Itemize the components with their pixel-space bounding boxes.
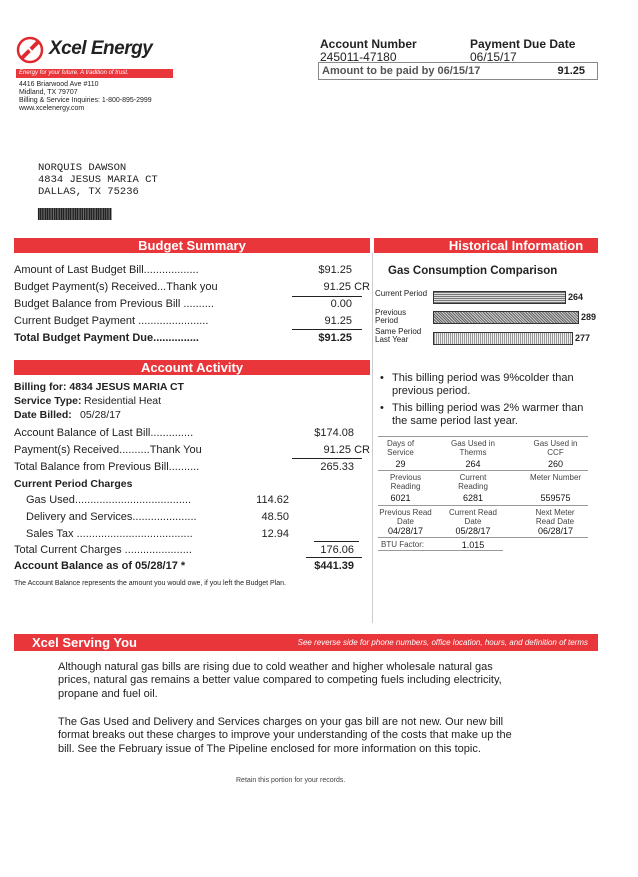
column-divider [372,253,373,623]
budget-row-value: 0.00 [330,298,352,310]
meter-value: 6281 [462,493,484,503]
serving-paragraph-1: Although natural gas bills are rising due to cold weather and higher wholesale natural gas prices, natural gas remains a better value compared to competing fuels including electricity, propane and fuel oil. [58,661,502,700]
postal-barcode: |||||||||||||||||||||||||||||||||||||||||| [37,205,111,221]
chart-bar [433,291,566,304]
meter-value: 264 [465,459,481,469]
historical-title: Historical Information [448,238,584,253]
xcel-logo-icon [16,36,44,64]
rule [378,505,588,506]
bullet-icon: • [380,372,384,384]
recipient-line: NORQUIS DAWSON [38,162,127,174]
consumption-chart [375,288,597,348]
charge-row-label: Delivery and Services..................... [26,511,197,523]
note-item [380,402,600,428]
bar-value: 264 [568,292,584,302]
bar-value: 277 [575,333,591,343]
activity-row-label: Payment(s) Received..........Thank You [14,444,202,456]
meter-value: 04/28/17 [387,526,424,536]
due-date-label: Payment Due Date [470,37,576,51]
meter-value: 29 [395,459,406,469]
activity-row-value: $174.08 [314,427,354,439]
balance-label: Account Balance as of 05/28/17 * [14,560,186,572]
meter-header: Gas Used in CCF [533,439,578,457]
account-activity [14,381,370,587]
service-type-value: Residential Heat [84,395,162,407]
budget-summary-band [14,238,370,253]
account-number-label: Account Number [320,37,417,51]
historical-band [374,238,598,253]
budget-total-label: Total Budget Payment Due............... [14,332,199,344]
meter-header: Meter Number [529,473,582,482]
account-activity-band [14,360,370,375]
meter-value: 06/28/17 [537,526,574,536]
logo [16,36,176,66]
activity-row-value: 265.33 [320,461,354,473]
rule [378,550,503,551]
account-number: 245011-47180 [320,50,397,64]
meter-header: Previous Reading [389,473,422,491]
meter-header: Previous Read Date [379,508,432,526]
date-billed-label: Date Billed: [14,409,72,421]
meter-header: Days of Service [386,439,415,457]
billing-for-text: Billing for: 4834 JESUS MARIA CT [14,381,184,393]
charge-row-label: Sales Tax ...................................... [26,528,193,540]
budget-row-value: $91.25 [318,264,352,276]
charge-row-value: 12.94 [261,528,289,540]
brand-name: Xcel Energy [49,38,153,59]
meter-header: Gas Used in Therms [450,439,496,457]
meter-header: Current Reading [458,473,488,491]
recipient-line: DALLAS, TX 75236 [38,186,139,198]
serving-band [14,634,598,651]
chart-bar [433,311,579,324]
chart-bar [433,332,573,345]
budget-summary-title: Budget Summary [138,238,246,253]
meter-value: 559575 [540,493,571,503]
amount-due-label: Amount to be paid by 06/15/17 [322,65,481,77]
serving-paragraph-2: The Gas Used and Delivery and Services charges on your gas bill are not new. Our new bill format breaks out these charges to improve your understanding of the costs that make up the bill. See the February issue of The Pipeline enclosed for more information on this topic. [58,716,512,755]
budget-row-label: Current Budget Payment ....................... [14,315,209,327]
charge-row-value: 114.62 [256,494,289,506]
bar-value: 289 [581,312,597,322]
date-billed-value: 05/28/17 [80,409,121,421]
balance-footnote: The Account Balance represents the amount you would owe, if you left the Budget Plan. [14,580,287,587]
budget-row-value: 91.25 CR [323,281,370,293]
charge-row-value: 48.50 [261,511,289,523]
total-charges-label: Total Current Charges ...................... [14,544,192,556]
budget-row-value: 91.25 [324,315,352,327]
account-activity-title: Account Activity [140,360,244,375]
budget-summary [14,264,370,344]
rule [378,537,588,538]
recipient-line: 4834 JESUS MARIA CT [38,174,158,186]
budget-row-label: Budget Balance from Previous Bill .......... [14,298,214,310]
company-address [19,81,219,113]
total-charges-value: 176.06 [320,544,354,556]
service-type-label: Service Type: [14,395,82,407]
recipient-address [38,162,158,198]
rule [378,470,588,471]
charges-title-text: Current Period Charges [14,478,133,490]
serving-subtitle: See reverse side for phone numbers, office location, hours, and definition of terms [297,638,588,647]
bar-label: Same Period Last Year [375,327,422,344]
meter-table [378,436,588,554]
tagline: Energy for your future. A tradition of trust. [19,70,129,76]
tagline-band [16,69,173,78]
amount-due-box [318,62,598,80]
meter-header: Current Read Date [448,508,498,526]
balance-value: $441.39 [314,560,354,572]
meter-value: 260 [547,459,564,469]
chart-title: Gas Consumption Comparison [388,265,558,277]
serving-title: Xcel Serving You [32,635,138,650]
budget-total-value: $91.25 [318,332,352,344]
address-line: Billing & Service Inquiries: 1-800-895-2999 [19,97,152,104]
address-line: Midland, TX 79707 [19,89,78,96]
retain-note: Retain this portion for your records. [236,777,346,784]
note-text: This billing period was 9%colder than previous period. [392,372,574,397]
meter-value: 05/28/17 [455,526,491,536]
rule [306,557,362,558]
amount-due: 91.25 [557,65,585,77]
due-date: 06/15/17 [470,50,517,64]
note-item [380,372,600,398]
rule [292,296,362,297]
bullet-icon: • [380,402,384,414]
rule [378,436,588,437]
budget-row-label: Amount of Last Budget Bill.................. [14,264,199,276]
activity-row-label: Account Balance of Last Bill.............. [14,427,194,439]
rule [314,541,359,542]
bar-label: Current Period [375,289,428,298]
address-line: www.xcelenergy.com [19,105,85,112]
btu-value: 1.015 [461,540,485,550]
activity-row-label: Total Balance from Previous Bill.......... [14,461,200,473]
budget-row-label: Budget Payment(s) Received...Thank you [14,281,218,293]
note-text: This billing period was 2% warmer than the same period last year. [392,402,584,427]
activity-row-value: 91.25 CR [323,444,370,456]
meter-value: 6021 [390,493,411,503]
meter-header: Next Meter Read Date [535,508,575,526]
address-line: 4416 Briarwood Ave #110 [19,81,99,88]
rule [292,329,362,330]
rule [292,458,362,459]
btu-label: BTU Factor: [381,540,425,549]
weather-notes [380,372,600,428]
bar-label: Previous Period [375,308,407,325]
charge-row-label: Gas Used...................................... [26,494,192,506]
